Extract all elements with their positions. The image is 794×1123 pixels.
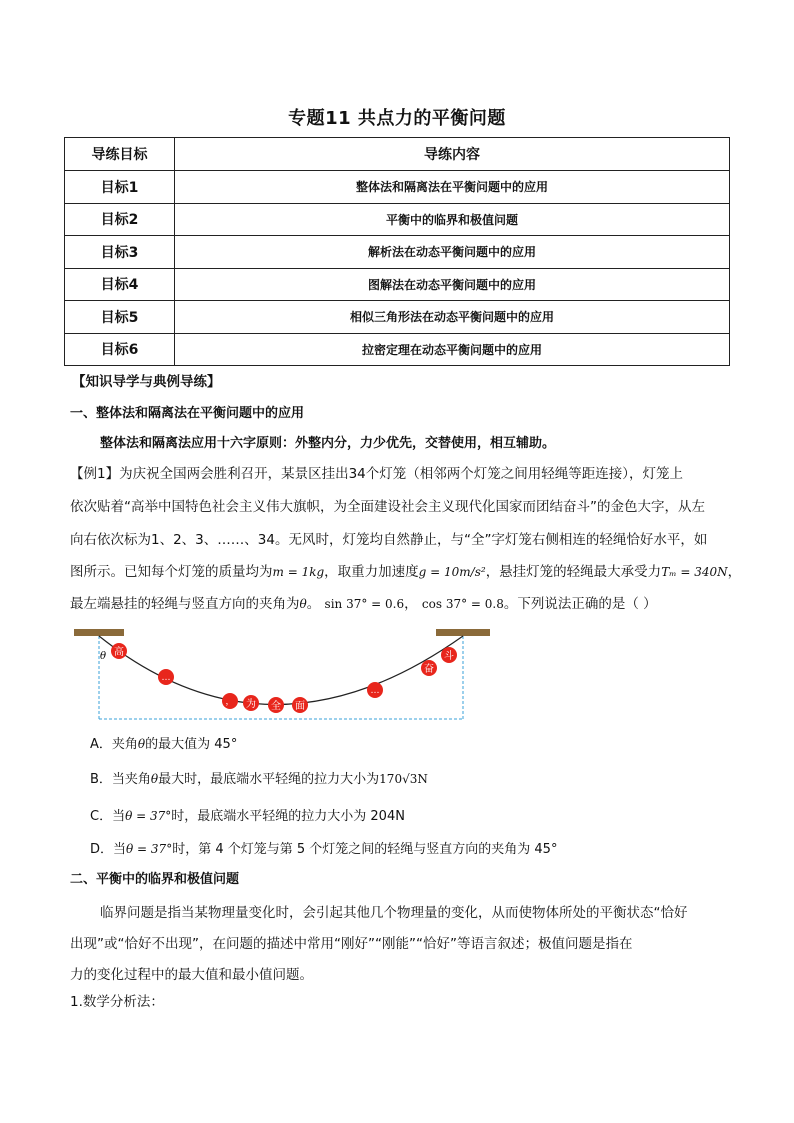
lantern-label: …	[370, 686, 380, 696]
example1-line2: 依次贴着“高举中国特色社会主义伟大旗帜，为全面建设社会主义现代化国家而团结奋斗”的金色大字，从左	[70, 499, 705, 515]
goal-name: 目标3	[65, 236, 175, 269]
mass-formula: m = 1kg	[272, 565, 325, 579]
lantern-label: 奋	[424, 664, 434, 675]
text-segment: 图所示。已知每个灯笼的质量均为	[70, 564, 273, 580]
table-row	[65, 333, 730, 366]
goal-content: 拉密定理在动态平衡问题中的应用	[175, 333, 730, 366]
theta-formula: θ = 37°	[125, 809, 172, 823]
example1-line4	[70, 562, 742, 582]
text-segment: 。下列说法正确的是（ ）	[503, 596, 657, 612]
part2-subheading: 1.数学分析法：	[70, 994, 164, 1010]
table-row	[65, 203, 730, 236]
goal-name: 目标4	[65, 268, 175, 301]
lantern	[268, 697, 284, 713]
goal-name: 目标1	[65, 171, 175, 204]
lantern	[292, 697, 308, 713]
option-text: 时，第 4 个灯笼与第 5 个灯笼之间的轻绳与竖直方向的夹角为 45°	[172, 842, 558, 857]
part2-paragraph-line1: 临界问题是指当某物理量变化时，会引起其他几个物理量的变化，从而使物体所处的平衡状态“恰好	[100, 905, 688, 921]
lantern-label: ，	[225, 697, 235, 707]
text-segment: ，悬挂灯笼的轻绳最大承受力	[485, 564, 662, 580]
goal-name: 目标6	[65, 333, 175, 366]
goal-content: 平衡中的临界和极值问题	[175, 203, 730, 236]
text-segment: ，取重力加速度	[324, 564, 419, 580]
column-header: 导练内容	[175, 138, 730, 171]
part1-heading: 一、整体法和隔离法在平衡问题中的应用	[70, 406, 305, 421]
page-title: 专题11 共点力的平衡问题	[288, 108, 506, 129]
text-segment: ，	[727, 564, 742, 580]
gravity-formula: g = 10m/s²	[418, 565, 486, 579]
option-text: B．当夹角	[90, 772, 151, 787]
part2-paragraph-line3: 力的变化过程中的最大值和最小值问题。	[70, 967, 313, 983]
part2-heading: 二、平衡中的临界和极值问题	[70, 872, 240, 887]
lantern-label: 高	[114, 647, 124, 658]
example1-line1: 【例1】为庆祝全国两会胜利召开，某景区挂出34个灯笼（相邻两个灯笼之间用轻绳等距连接），灯笼上	[70, 466, 684, 482]
lantern	[158, 669, 174, 685]
left-support	[74, 629, 124, 636]
table-row	[65, 236, 730, 269]
right-support	[436, 629, 490, 636]
lantern-label: …	[161, 673, 171, 683]
lantern-label: 面	[295, 701, 305, 712]
lantern	[243, 695, 259, 711]
goal-content: 相似三角形法在动态平衡问题中的应用	[175, 301, 730, 334]
text-segment: ，	[404, 596, 418, 612]
lantern	[111, 643, 127, 659]
option-d	[90, 838, 557, 857]
lantern-label: 斗	[444, 651, 454, 662]
theta-symbol: θ	[299, 597, 307, 611]
option-text: D．当	[90, 842, 127, 857]
table-row	[65, 171, 730, 204]
option-text: 时，最底端水平轻绳的拉力大小为 204N	[171, 809, 405, 824]
table-row	[65, 301, 730, 334]
lantern	[222, 693, 238, 709]
option-b	[90, 768, 428, 787]
theta-symbol: θ	[137, 737, 146, 751]
part2-paragraph-line2: 出现”或“恰好不出现”，在问题的描述中常用“刚好”“刚能”“恰好”等语言叙述；极值问题是指在	[70, 936, 633, 952]
option-text: 的最大值为 45°	[145, 737, 238, 752]
rope-curve	[99, 636, 463, 705]
goal-content: 图解法在动态平衡问题中的应用	[175, 268, 730, 301]
lantern	[367, 682, 383, 698]
theta-symbol: θ	[150, 772, 159, 786]
column-header: 导练目标	[65, 138, 175, 171]
lantern	[421, 660, 437, 676]
option-text: 最大时，最底端水平轻绳的拉力大小为	[158, 772, 380, 787]
goal-content: 解析法在动态平衡问题中的应用	[175, 236, 730, 269]
text-segment: 最左端悬挂的轻绳与竖直方向的夹角为	[70, 596, 300, 612]
tmax-formula: Tₘ = 340N	[661, 565, 728, 579]
lantern-label: 为	[246, 699, 256, 710]
lantern-figure	[70, 623, 495, 723]
option-text: C．当	[90, 809, 126, 824]
sin-formula: sin 37° = 0.6	[324, 597, 405, 611]
lantern-label: 全	[271, 701, 281, 712]
goal-name: 目标5	[65, 301, 175, 334]
option-text: A．夹角	[90, 737, 138, 752]
goals-table	[64, 137, 730, 366]
goal-content: 整体法和隔离法在平衡问题中的应用	[175, 171, 730, 204]
table-row	[65, 268, 730, 301]
lantern	[441, 647, 457, 663]
angle-theta-label: θ	[100, 651, 107, 662]
goal-name: 目标2	[65, 203, 175, 236]
text-segment: 。	[306, 596, 321, 612]
section-heading: 【知识导学与典例导练】	[72, 374, 221, 390]
example1-line5	[70, 594, 730, 614]
option-c	[90, 805, 405, 824]
example1-line3: 向右依次标为1、2、3、……、34。无风时，灯笼均自然静止，与“全”字灯笼右侧相连的轻绳恰好水平，如	[70, 532, 708, 548]
part1-principle: 整体法和隔离法应用十六字原则：外整内分，力少优先，交替使用，相互辅助。	[100, 436, 556, 451]
option-a	[90, 733, 237, 752]
theta-formula: θ = 37°	[126, 842, 173, 856]
force-value: 170√3N	[379, 772, 428, 786]
table-header-row	[65, 138, 730, 171]
cos-formula: cos 37° = 0.8	[421, 597, 504, 611]
